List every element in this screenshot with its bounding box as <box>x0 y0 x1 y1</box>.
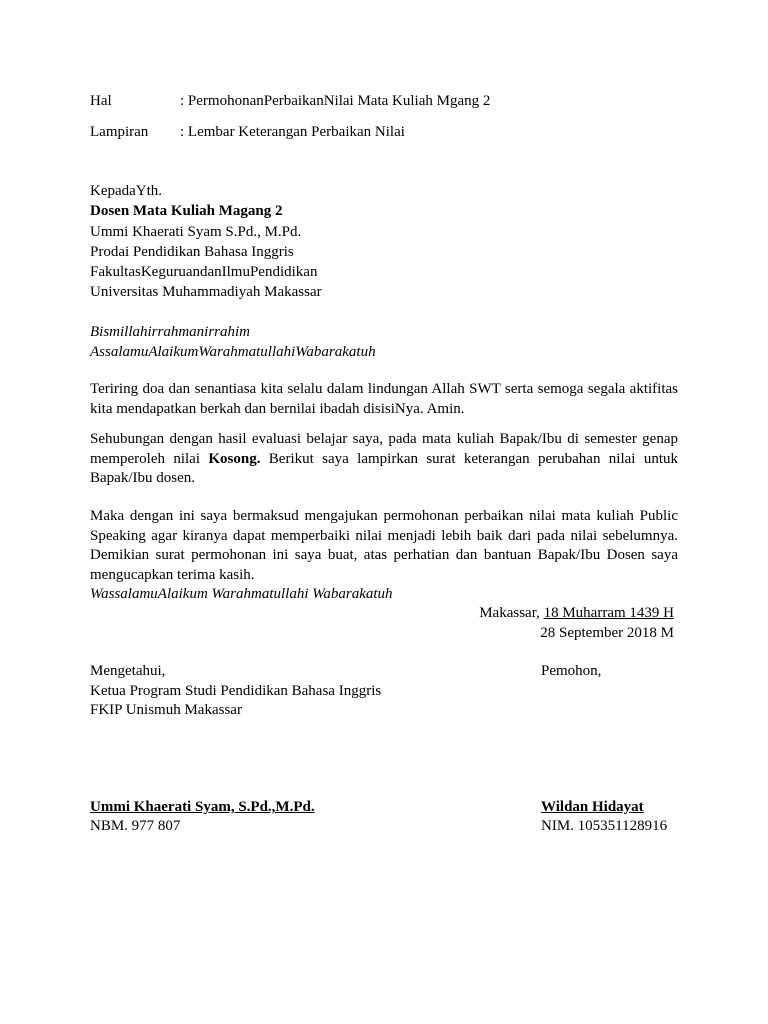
mengetahui-label: Mengetahui, <box>90 663 166 679</box>
recipient-line: FakultasKeguruandanIlmuPendidikan <box>90 264 318 280</box>
pemohon-nim: NIM. 105351128916 <box>541 818 668 834</box>
pemohon-label: Pemohon, <box>541 663 602 679</box>
lampiran-value: : Lembar Keterangan Perbaikan Nilai <box>180 124 405 140</box>
recipient-line: Universitas Muhammadiyah Makassar <box>90 284 322 300</box>
paragraph-doa: Teriring doa dan senantiasa kita selalu dalam lindungan Allah SWT serta semoga segala aktifitas kita mendapatkan berkah dan bernilai ibadah disisiNya. Amin. <box>90 381 678 417</box>
paragraph-evaluasi-text: Sehubungan dengan hasil evaluasi belajar saya, pada mata kuliah Bapak/Ibu di semester genap memperoleh nilai <box>90 431 678 467</box>
opening-salam: AssalamuAlaikumWarahmatullahiWabarakatuh <box>90 344 376 360</box>
date-gregorian: 28 September 2018 M <box>540 625 674 641</box>
recipient-greeting: KepadaYth. <box>90 183 163 199</box>
hal-label: Hal <box>90 93 112 109</box>
lampiran-label: Lampiran <box>90 124 149 140</box>
pemohon-name: Wildan Hidayat <box>541 799 644 815</box>
paragraph-permohonan: Maka dengan ini saya bermaksud mengajukan permohonan perbaikan nilai mata kuliah Public Speaking agar kiranya dapat memperbaiki nilai menjadi lebih baik dari pada nilai sebelumnya. Demikian surat permohonan ini saya buat, atas perhatian dan bantuan Bapak/Ibu Dosen saya mengucapkan terima kasih. <box>90 508 678 583</box>
kaprodi-role: Ketua Program Studi Pendidikan Bahasa Inggris <box>90 683 382 699</box>
opening-basmalah: Bismillahirrahmanirrahim <box>90 324 251 340</box>
recipient-line: Prodai Pendidikan Bahasa Inggris <box>90 244 294 260</box>
closing-salam: WassalamuAlaikum Warahmatullahi Wabarakatuh <box>90 586 393 602</box>
date-hijri: 18 Muharram 1439 H <box>543 605 674 621</box>
paragraph-evaluasi <box>90 430 678 489</box>
kaprodi-faculty: FKIP Unismuh Makassar <box>90 702 242 718</box>
hal-value: : PermohonanPerbaikanNilai Mata Kuliah Mgang 2 <box>180 93 491 109</box>
paragraph-evaluasi-text-end: Berikut saya lampirkan surat keterangan perubahan nilai untuk Bapak/Ibu dosen. <box>90 450 678 486</box>
nilai-kosong: Kosong. <box>208 450 261 467</box>
date-hijri-line <box>479 603 674 623</box>
recipient-line: Ummi Khaerati Syam S.Pd., M.Pd. <box>90 224 302 240</box>
kaprodi-nbm: NBM. 977 807 <box>90 818 181 834</box>
kaprodi-name: Ummi Khaerati Syam, S.Pd.,M.Pd. <box>90 799 315 815</box>
recipient-title: Dosen Mata Kuliah Magang 2 <box>90 203 283 219</box>
date-city: Makassar, <box>479 605 544 621</box>
